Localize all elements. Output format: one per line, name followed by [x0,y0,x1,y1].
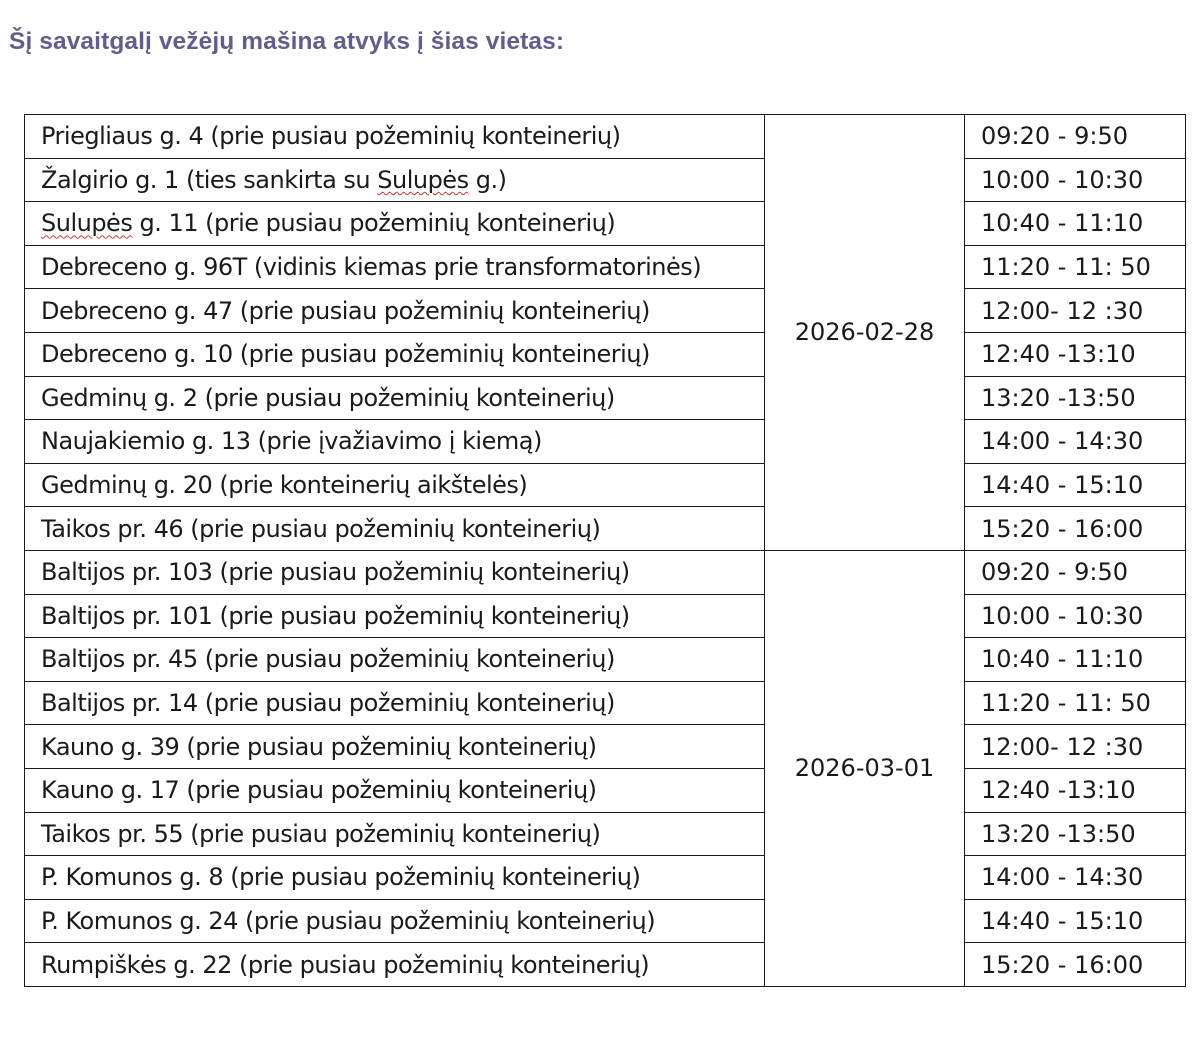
time-cell: 13:20 -13:50 [965,376,1186,420]
schedule-table [24,114,1186,987]
time-cell: 14:00 - 14:30 [965,420,1186,464]
address-cell: Debreceno g. 47 (prie pusiau požeminių konteinerių) [25,289,765,333]
time-cell: 14:40 - 15:10 [965,463,1186,507]
schedule-row [25,202,1186,246]
address-cell: Gedminų g. 20 (prie konteinerių aikštelės) [25,463,765,507]
address-cell: Baltijos pr. 103 (prie pusiau požeminių konteinerių) [25,550,765,594]
address-cell: P. Komunos g. 8 (prie pusiau požeminių konteinerių) [25,856,765,900]
address-cell: Taikos pr. 55 (prie pusiau požeminių konteinerių) [25,812,765,856]
address-cell: Baltijos pr. 14 (prie pusiau požeminių konteinerių) [25,681,765,725]
time-cell: 12:40 -13:10 [965,768,1186,812]
address-cell: Sulupės g. 11 (prie pusiau požeminių konteinerių) [25,202,765,246]
schedule-row [25,463,1186,507]
date-cell: 2026-03-01 [765,550,965,986]
time-cell: 09:20 - 9:50 [965,115,1186,159]
address-cell: Baltijos pr. 45 (prie pusiau požeminių konteinerių) [25,638,765,682]
schedule-table-body [25,115,1186,987]
time-cell: 10:40 - 11:10 [965,638,1186,682]
schedule-row [25,332,1186,376]
time-cell: 10:00 - 10:30 [965,158,1186,202]
schedule-row [25,289,1186,333]
schedule-row [25,245,1186,289]
spellcheck-underline: Sulupės [41,209,133,238]
time-cell: 15:20 - 16:00 [965,943,1186,987]
schedule-row [25,856,1186,900]
address-cell: Priegliaus g. 4 (prie pusiau požeminių konteinerių) [25,115,765,159]
schedule-row [25,943,1186,987]
time-cell: 12:00- 12 :30 [965,725,1186,769]
schedule-row [25,158,1186,202]
address-cell: Debreceno g. 10 (prie pusiau požeminių konteinerių) [25,332,765,376]
time-cell: 11:20 - 11: 50 [965,245,1186,289]
spellcheck-underline: Sulupės [377,165,469,194]
address-cell: Debreceno g. 96T (vidinis kiemas prie transformatorinės) [25,245,765,289]
schedule-row [25,768,1186,812]
address-cell: P. Komunos g. 24 (prie pusiau požeminių konteinerių) [25,899,765,943]
address-cell: Baltijos pr. 101 (prie pusiau požeminių konteinerių) [25,594,765,638]
schedule-row [25,681,1186,725]
schedule-row [25,507,1186,551]
schedule-row [25,115,1186,159]
schedule-row [25,594,1186,638]
schedule-row [25,550,1186,594]
time-cell: 14:00 - 14:30 [965,856,1186,900]
address-cell: Gedminų g. 2 (prie pusiau požeminių konteinerių) [25,376,765,420]
time-cell: 12:00- 12 :30 [965,289,1186,333]
schedule-row [25,899,1186,943]
schedule-row [25,725,1186,769]
address-cell: Žalgirio g. 1 (ties sankirta su Sulupės g.) [25,158,765,202]
address-cell: Taikos pr. 46 (prie pusiau požeminių konteinerių) [25,507,765,551]
address-cell: Kauno g. 17 (prie pusiau požeminių konteinerių) [25,768,765,812]
time-cell: 12:40 -13:10 [965,332,1186,376]
schedule-row [25,638,1186,682]
schedule-row [25,420,1186,464]
time-cell: 11:20 - 11: 50 [965,681,1186,725]
time-cell: 10:00 - 10:30 [965,594,1186,638]
page-heading: Šį savaitgalį vežėjų mašina atvyks į šias vietas: [9,28,565,55]
time-cell: 13:20 -13:50 [965,812,1186,856]
date-cell: 2026-02-28 [765,115,965,551]
address-cell: Naujakiemio g. 13 (prie įvažiavimo į kiemą) [25,420,765,464]
time-cell: 10:40 - 11:10 [965,202,1186,246]
address-cell: Kauno g. 39 (prie pusiau požeminių konteinerių) [25,725,765,769]
schedule-row [25,812,1186,856]
time-cell: 09:20 - 9:50 [965,550,1186,594]
schedule-row [25,376,1186,420]
address-cell: Rumpiškės g. 22 (prie pusiau požeminių konteinerių) [25,943,765,987]
time-cell: 15:20 - 16:00 [965,507,1186,551]
time-cell: 14:40 - 15:10 [965,899,1186,943]
